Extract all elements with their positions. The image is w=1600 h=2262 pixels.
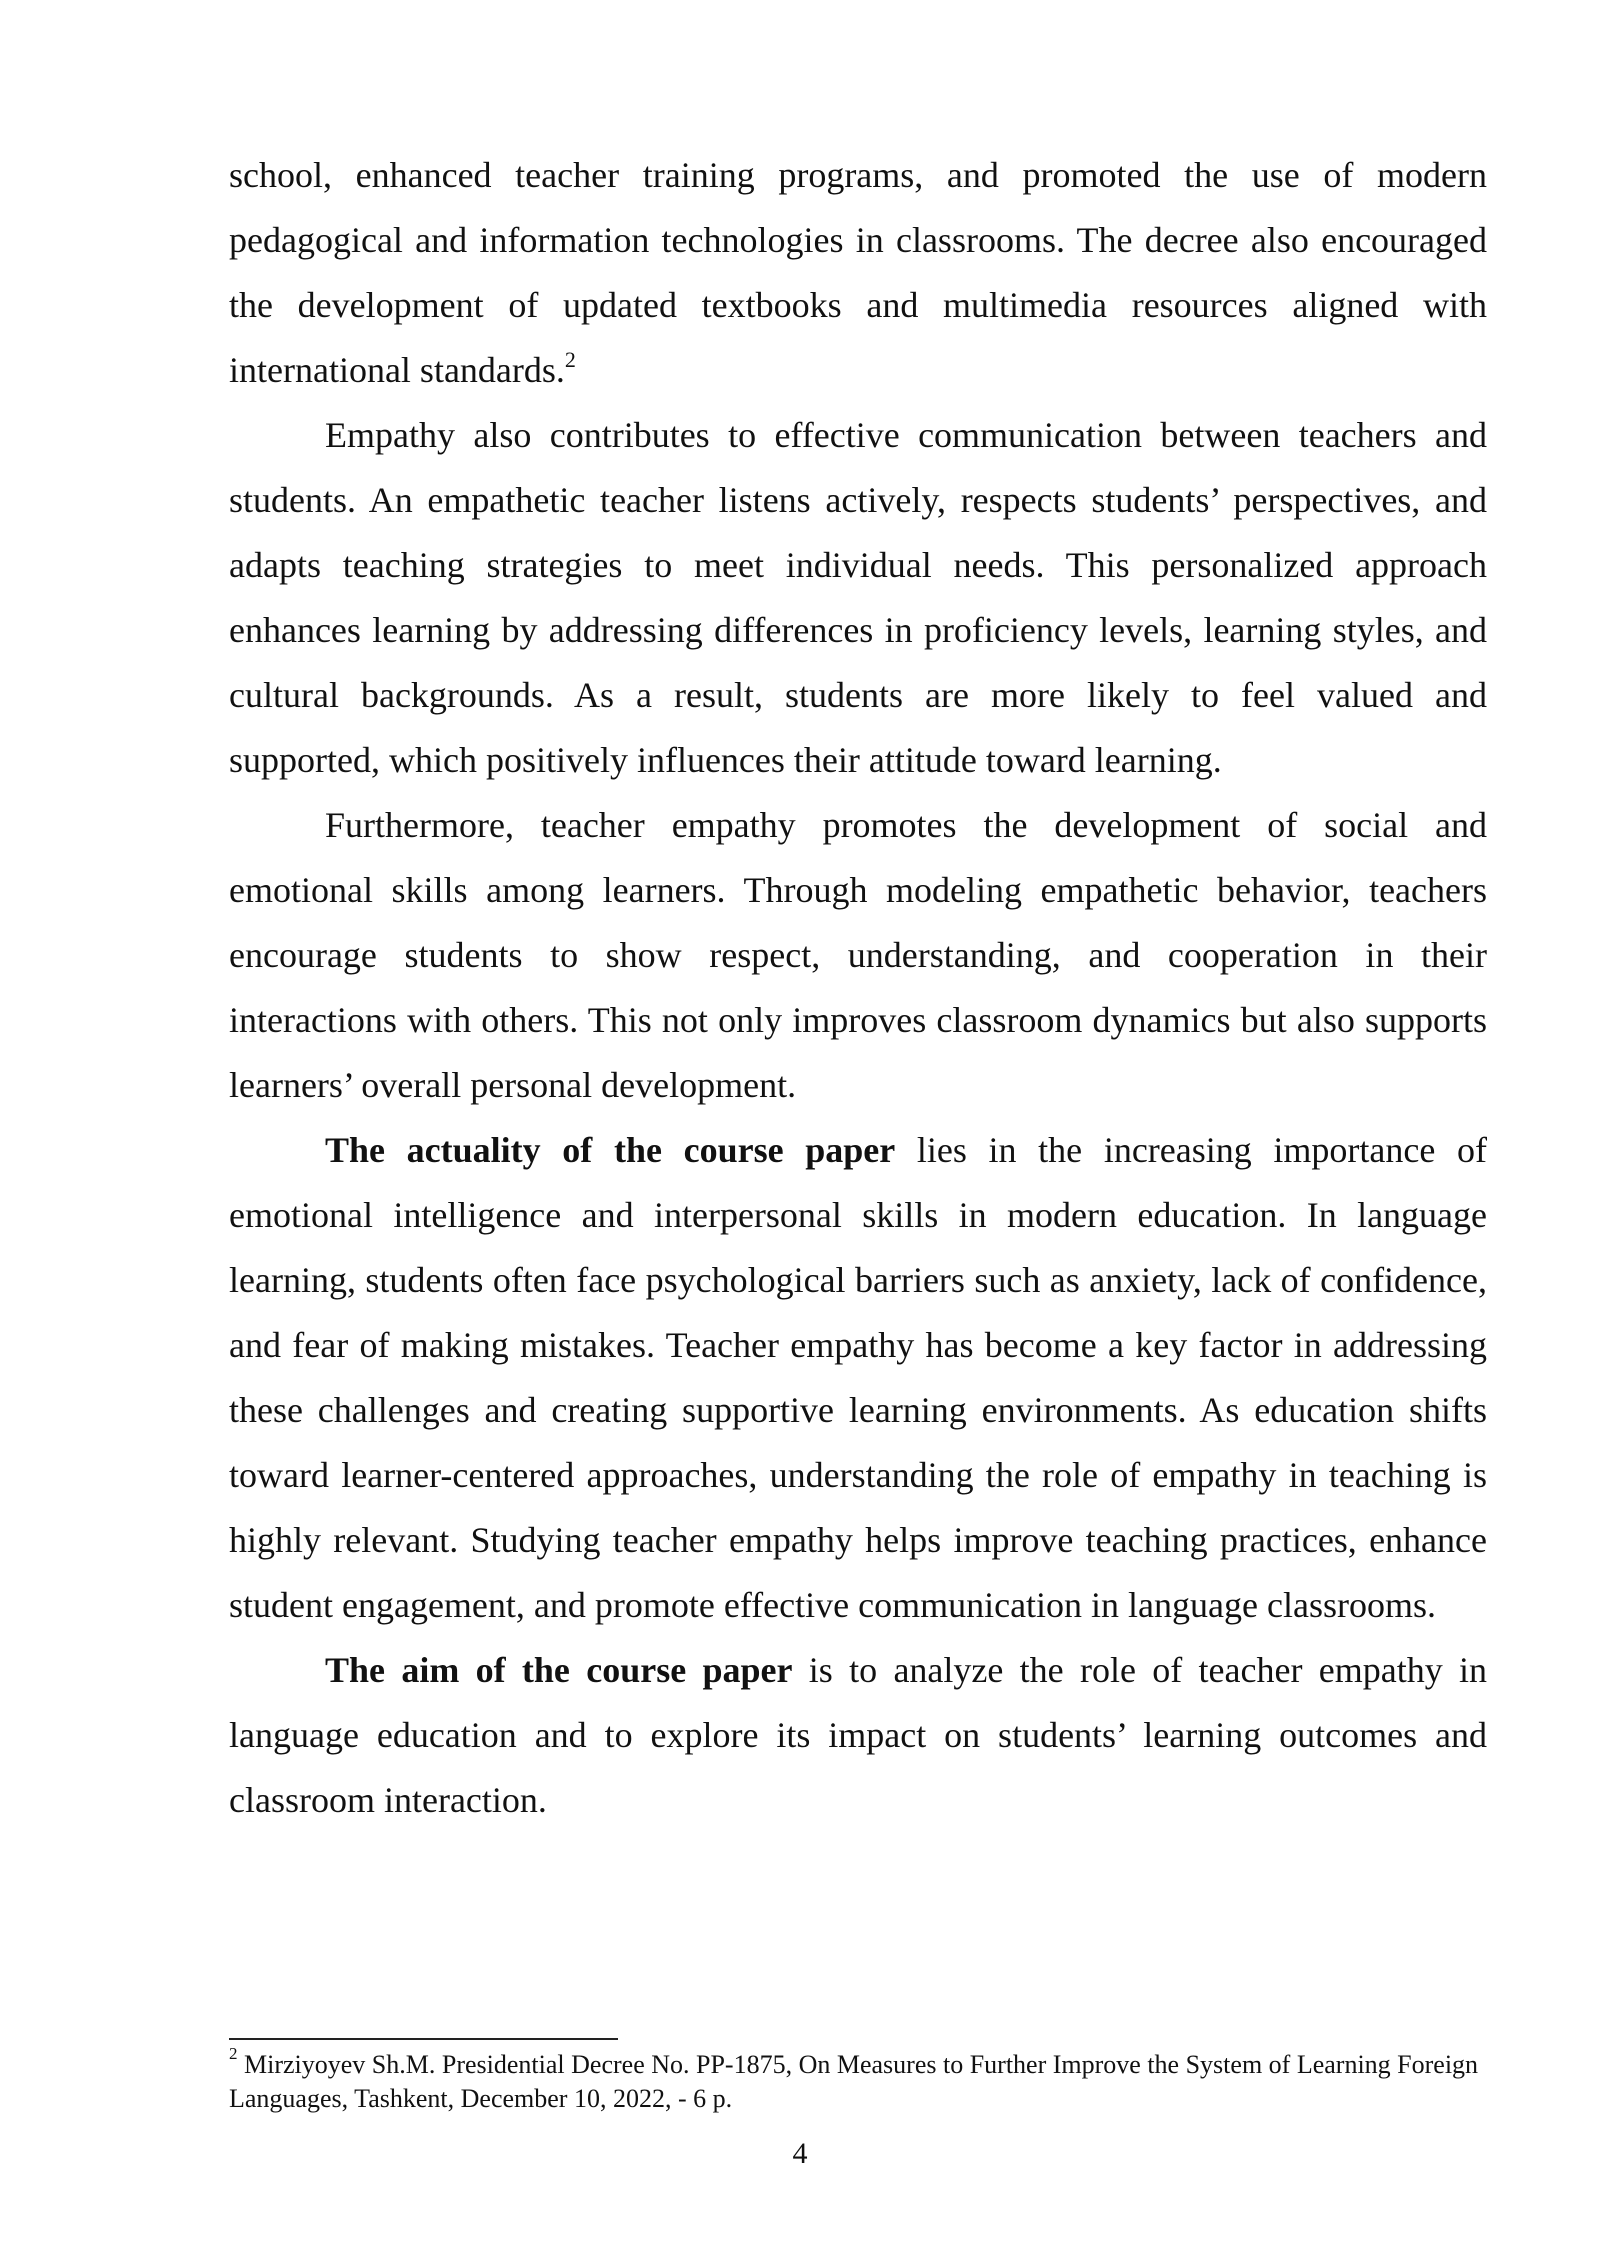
actuality-text: lies in the increasing importance of emotional intelligence and interpersonal skills in modern education. In language learning, students often face psychological barriers such as anxiety, lack of confidence, and fear of making mistakes. Teacher empathy has become a key factor in addressing these challenges and creating supportive learning environments. As education shifts toward learner-centered approaches, understanding the role of empathy in teaching is highly relevant. Studying teacher empathy helps improve teaching practices, enhance student engagement, and promote effective communication in language classrooms. — [229, 1130, 1487, 1625]
paragraph-actuality — [229, 1118, 1487, 1638]
paragraph-1 — [229, 143, 1487, 403]
paragraph-1-text: school, enhanced teacher training programs, and promoted the use of modern pedagogical and information technologies in classrooms. The decree also encouraged the development of updated textbooks and multimedia resources aligned with international standards. — [229, 155, 1487, 390]
footnote-number: 2 — [229, 2044, 238, 2064]
paragraph-2: Empathy also contributes to effective communication between teachers and students. An empathetic teacher listens actively, respects students’ perspectives, and adapts teaching strategies to meet individual needs. This personalized approach enhances learning by addressing differences in proficiency levels, learning styles, and cultural backgrounds. As a result, students are more likely to feel valued and supported, which positively influences their attitude toward learning. — [229, 415, 1487, 780]
body-text — [229, 143, 1487, 1833]
footnote — [229, 2044, 1487, 2116]
actuality-heading: The actuality of the course paper — [325, 1130, 896, 1170]
aim-heading: The aim of the course paper — [325, 1650, 793, 1690]
footnote-reference[interactable]: 2 — [564, 347, 576, 372]
paragraph-aim — [229, 1638, 1487, 1833]
paragraph-3: Furthermore, teacher empathy promotes the development of social and emotional skills among learners. Through modeling empathetic behavior, teachers encourage students to show respect, understanding, and cooperation in their interactions with others. This not only improves classroom dynamics but also supports learners’ overall personal development. — [229, 805, 1487, 1105]
page-number: 4 — [792, 2137, 808, 2170]
aim-text: is to analyze the role of teacher empathy in language education and to explore its impact on students’ learning outcomes and classroom interaction. — [229, 1650, 1488, 1820]
footnote-separator — [229, 2038, 618, 2040]
footnote-text: Mirziyoyev Sh.M. Presidential Decree No. PP-1875, On Measures to Further Improve the System of Learning Foreign Languages, Tashkent, December 10, 2022, - 6 p. — [229, 2050, 1479, 2113]
